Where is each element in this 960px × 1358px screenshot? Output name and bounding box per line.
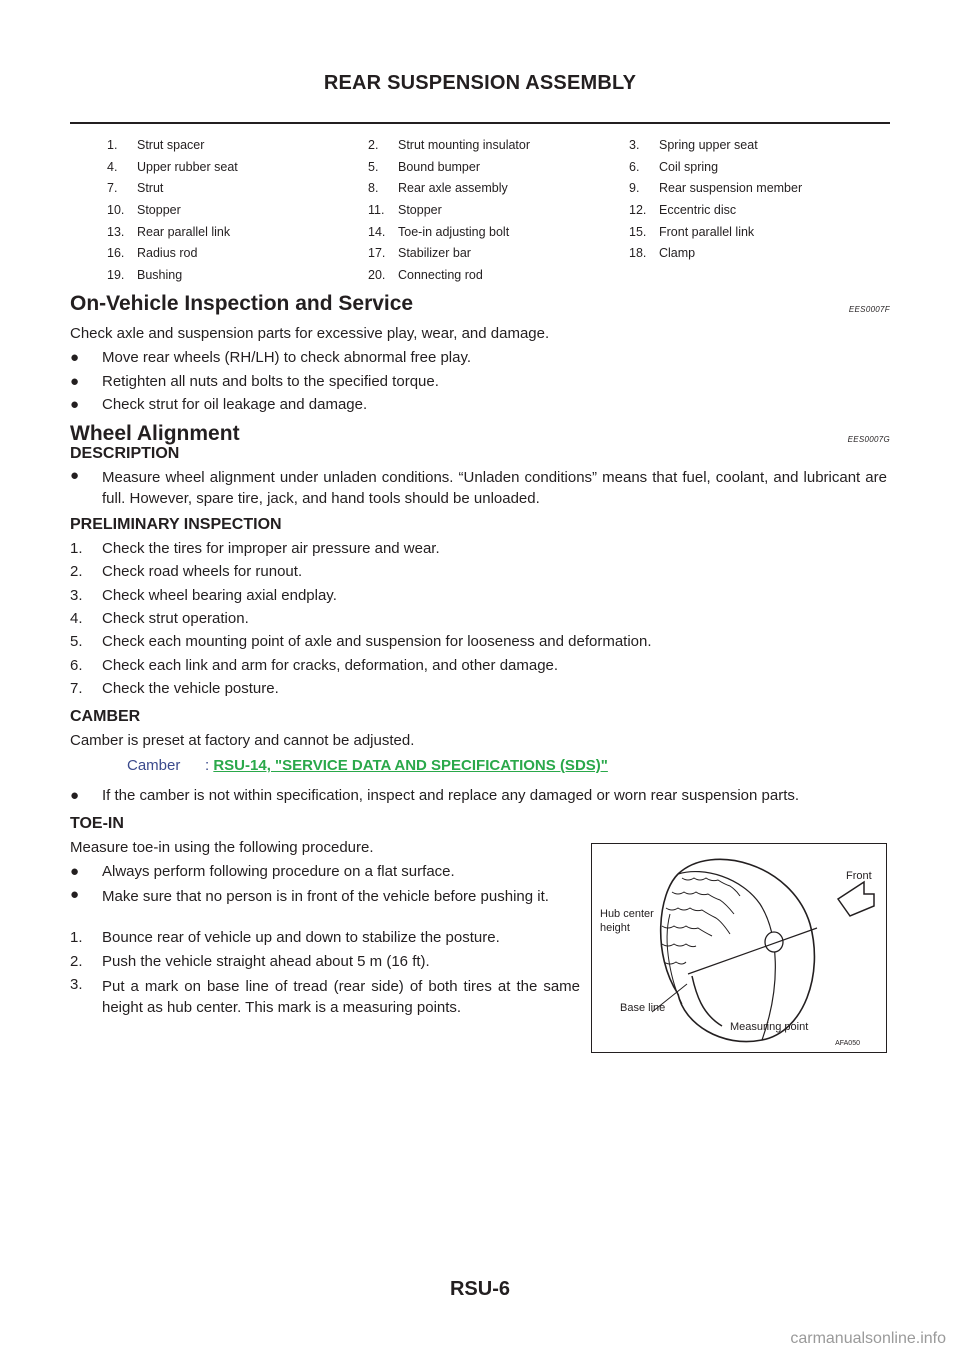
- step-item: 3. Put a mark on base line of tread (rear side) of both tires at the same height as hub center. This mark is a measuring points.: [70, 976, 580, 1016]
- bullet-icon: ●: [70, 863, 80, 880]
- spec-label: Camber: [127, 757, 181, 774]
- page-header: REAR SUSPENSION ASSEMBLY: [323, 72, 637, 94]
- header-rule: [70, 122, 890, 124]
- legend-item: 6. Coil spring: [629, 159, 719, 174]
- subsection-title: DESCRIPTION: [70, 445, 180, 462]
- label-base-line: Base line: [620, 1002, 666, 1014]
- bullet-item: ● Measure wheel alignment under unladen conditions. “Unladen conditions” means that fuel, coolant, and lubricant are full. However, spare tire, jack, and hand tools should be unloaded.: [70, 467, 887, 507]
- legend-item: 1. Strut spacer: [107, 137, 205, 152]
- label-measuring-point: Measuring point: [730, 1021, 809, 1033]
- legend-item: 8. Rear axle assembly: [368, 181, 508, 196]
- legend-item: 13. Rear parallel link: [107, 224, 231, 239]
- legend-item: 5. Bound bumper: [368, 159, 481, 174]
- step-item: 2. Push the vehicle straight ahead about 5 m (16 ft).: [70, 953, 430, 970]
- legend-item: 10. Stopper: [107, 202, 181, 217]
- legend-item: 18. Clamp: [629, 246, 696, 261]
- camber-spec: Camber : RSU-14, "SERVICE DATA AND SPECIFICATIONS (SDS)": [127, 757, 608, 774]
- legend-row: [107, 134, 887, 156]
- bullet-icon: ●: [70, 787, 80, 804]
- legend-row: [107, 264, 887, 286]
- legend-row: [107, 199, 887, 221]
- bullet-item: ● Make sure that no person is in front of the vehicle before pushing it.: [70, 886, 549, 905]
- legend-row: [107, 177, 887, 199]
- legend-item: 15. Front parallel link: [629, 224, 755, 239]
- subsection-title: CAMBER: [70, 708, 141, 725]
- toein-intro: Measure toe-in using the following procedure.: [70, 839, 374, 856]
- legend-row: [107, 221, 887, 243]
- step-item: 7. Check the vehicle posture.: [70, 680, 279, 697]
- legend-item: 7. Strut: [107, 181, 164, 196]
- label-hub-center: Hub center: [600, 908, 654, 920]
- legend-row: [107, 242, 887, 264]
- legend-item: 12. Eccentric disc: [629, 202, 737, 217]
- step-item: 1. Check the tires for improper air pressure and wear.: [70, 540, 440, 557]
- section-title-inspection: On-Vehicle Inspection and Service: [70, 292, 414, 315]
- bullet-icon: ●: [70, 349, 80, 366]
- parts-legend: [107, 134, 887, 286]
- bullet-icon: ●: [70, 396, 80, 413]
- label-front: Front: [846, 870, 872, 882]
- legend-item: 3. Spring upper seat: [629, 137, 758, 152]
- bullet-icon: ●: [70, 373, 80, 390]
- step-item: 1. Bounce rear of vehicle up and down to stabilize the posture.: [70, 929, 500, 946]
- bullet-item: ● If the camber is not within specification, inspect and replace any damaged or worn rear suspension parts.: [70, 787, 800, 804]
- bullet-item: ● Check strut for oil leakage and damage.: [70, 396, 368, 413]
- tire-measuring-figure: [591, 843, 887, 1053]
- step-item: 4. Check strut operation.: [70, 610, 249, 627]
- label-hub-height: height: [600, 922, 630, 934]
- inspection-intro: Check axle and suspension parts for excessive play, wear, and damage.: [70, 325, 550, 342]
- bullet-item: ● Always perform following procedure on a flat surface.: [70, 863, 455, 880]
- legend-item: 2. Strut mounting insulator: [368, 137, 531, 152]
- step-item: 6. Check each link and arm for cracks, deformation, and other damage.: [70, 657, 559, 674]
- step-item: 3. Check wheel bearing axial endplay.: [70, 587, 337, 604]
- legend-item: 4. Upper rubber seat: [107, 159, 238, 174]
- legend-row: [107, 156, 887, 178]
- step-item: 5. Check each mounting point of axle and suspension for looseness and deformation.: [70, 633, 652, 650]
- page-number: RSU-6: [449, 1278, 510, 1300]
- section-title-alignment: Wheel Alignment: [70, 422, 240, 445]
- bullet-item: ● Retighten all nuts and bolts to the specified torque.: [70, 373, 439, 390]
- legend-item: 14. Toe-in adjusting bolt: [368, 224, 510, 239]
- legend-item: 17. Stabilizer bar: [368, 246, 471, 261]
- subsection-title: TOE-IN: [70, 815, 124, 832]
- bullet-item: ● Move rear wheels (RH/LH) to check abnormal free play.: [70, 349, 472, 366]
- figure-code: AFA050: [835, 1040, 860, 1047]
- section-code: EES0007F: [848, 305, 890, 314]
- step-item: 2. Check road wheels for runout.: [70, 563, 303, 580]
- subsection-title: PRELIMINARY INSPECTION: [70, 516, 282, 533]
- bullet-icon: ●: [70, 886, 80, 903]
- bullet-icon: ●: [70, 467, 80, 484]
- watermark: carmanualsonline.info: [790, 1330, 946, 1347]
- section-code: EES0007G: [847, 435, 890, 444]
- legend-item: 19. Bushing: [107, 267, 183, 282]
- legend-item: 11. Stopper: [368, 202, 442, 217]
- sds-link[interactable]: RSU-14, "SERVICE DATA AND SPECIFICATIONS (SDS)": [213, 757, 608, 774]
- legend-item: 16. Radius rod: [107, 246, 198, 261]
- legend-item: 9. Rear suspension member: [629, 181, 803, 196]
- camber-intro: Camber is preset at factory and cannot be adjusted.: [70, 732, 415, 749]
- legend-item: 20. Connecting rod: [368, 267, 483, 282]
